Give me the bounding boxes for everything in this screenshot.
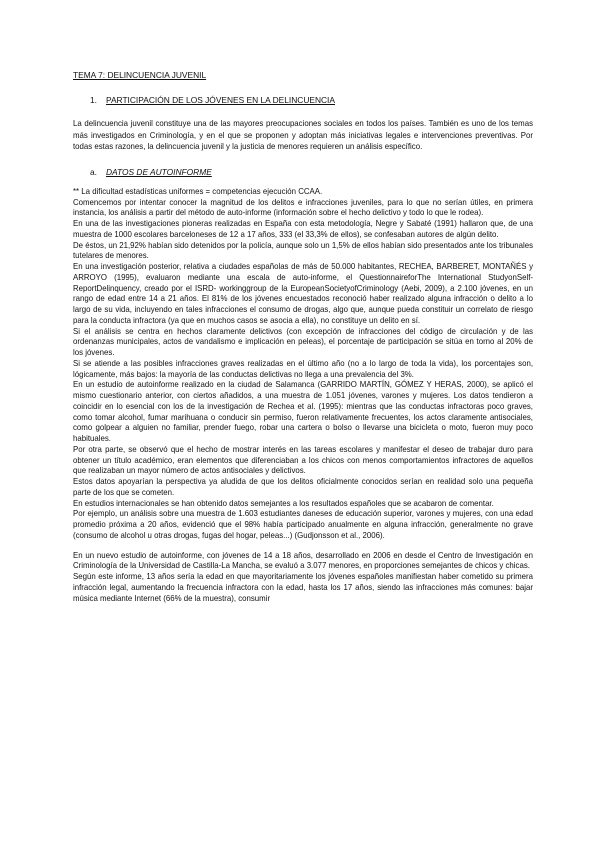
tema-heading: TEMA 7: DELINCUENCIA JUVENIL [73, 70, 207, 80]
body-paragraph: De éstos, un 21,92% habían sido detenidos por la policía, aunque solo un 1,5% de ellos habían sido presentados ante los tribunales tutelares de menores. [73, 240, 533, 261]
section-a-title: DATOS DE AUTOINFORME [106, 166, 212, 177]
body-paragraph: Estos datos apoyarían la perspectiva ya aludida de que los delitos oficialmente conocidos serían en realidad solo una pequeña parte de los que se cometen. [73, 477, 533, 497]
body-paragraph: En un nuevo estudio de autoinforme, con jóvenes de 14 a 18 años, desarrollado en 2006 en desde el Centro de Investigación en Criminología de la Universidad de Castilla-La Mancha, se evaluó a 3.077 menores, en proporciones semejantes de chicos y chicas. [73, 550, 533, 571]
body-paragraph: Si se atiende a las posibles infracciones graves realizadas en el último año (no a lo largo de toda la vida), los porcentajes son, lógicamente, más bajos: la mayoría de las conductas delictivas no llega a una prevalencia del 3%. [73, 358, 533, 379]
body-paragraph: En una investigación posterior, relativa a ciudades españolas de más de 50.000 habitantes, RECHEA, BARBERET, MONTAÑÉS y ARROYO (1995), evaluaron mediante una escala de auto-informe, el QuestionnaireforThe International StudyonSelf-ReportDelinquency, creado por el ISRD- workinggroup de la EuropeanSocietyofCriminology (Aebi, 2009), a 2.100 jóvenes, en un rango de edad entre 14 a 21 años. El 81% de los jóvenes encuestados reconoció haber realizado alguna infracción o delito a lo largo de su vida, incluyendo en tales infracciones el consumo de drogas, algo que, aunque pueda constituir un correlato de riesgo para la conducta infractora (ya que en muchos casos se asocia a ella), no constituye un delito en sí. [73, 262, 533, 325]
document-page [73, 70, 533, 604]
body-paragraph: En un estudio de autoinforme realizado en la ciudad de Salamanca (GARRIDO MARTÍN, GÓMEZ Y HERAS, 2000), se aplicó el mismo cuestionario anterior, con ciertos añadidos, a una muestra de 1.051 jóvenes, varones y mujeres. Los datos tendieron a coincidir en lo esencial con los de la investigación de Rechea et al. (1995): mientras que las conductas infractoras poco graves, como tomar alcohol, fumar marihuana o conducir sin permiso, fueron relativamente frecuentes, los actos claramente antisociales, como golpear a alguien no familiar, prender fuego, robar una cartera o bolso o llevarse una bicicleta o moto, fueron muy poco habituales. [73, 380, 533, 444]
body-paragraph: Comencemos por intentar conocer la magnitud de los delitos e infracciones juveniles, para lo que no serían útiles, en primera instancia, los análisis a partir del método de auto-informe (información sobre el hecho delictivo y todo lo que le rodea). [73, 197, 533, 218]
body-paragraph: Según este informe, 13 años sería la edad en que mayoritariamente los jóvenes españoles manifiestan haber cometido su primera infracción legal, aumentando la frecuencia infractora con la edad, hasta los 17 años, siendo las infracciones más comunes: bajar música mediante Internet (66% de la muestra), consumir [73, 572, 533, 603]
section-a-heading [90, 167, 533, 177]
body-paragraph: En una de las investigaciones pioneras realizadas en España con esta metodología, Negre y Sabaté (1991) hallaron que, de una muestra de 1000 escolares barceloneses de 12 a 17 años, 333 (el 33,3% de ellos), se confesaban autores de algún delito. [73, 219, 533, 239]
section-1-number: 1. [90, 95, 97, 105]
body-paragraph: Por ejemplo, un análisis sobre una muestra de 1.603 estudiantes daneses de educación superior, varones y mujeres, con una edad promedio próxima a 20 años, evidenció que el 98% había participado anualmente en alguna infracción, generalmente no grave (consumo de alcohol u otras drogas, fugas del hogar, peleas...) (Gudjonsson et al., 2006). [73, 509, 533, 540]
body-paragraph: Si el análisis se centra en hechos claramente delictivos (con excepción de infracciones del código de circulación y de las ordenanzas municipales, actos de vandalismo e implicación en peleas), el porcentaje de participación se sitúa en torno al 20% de los jóvenes. [73, 326, 533, 358]
section-a-number: a. [90, 166, 97, 177]
section-1-title: PARTICIPACIÓN DE LOS JÓVENES EN LA DELINCUENCIA [106, 95, 335, 105]
intro-paragraph: La delincuencia juvenil constituye una de las mayores preocupaciones sociales en todos los países. También es uno de los temas más investigados en Criminología, y en el que se proponen y adoptan más iniciativas legales e intervenciones preventivas. Por todas estas razones, la delincuencia juvenil y la justicia de menores requieren un análisis específico. [73, 119, 533, 152]
body-paragraph: ** La dificultad estadísticas uniformes = competencias ejecución CCAA. [73, 186, 323, 196]
body-paragraph: Por otra parte, se observó que el hecho de mostrar interés en las tareas escolares y manifestar el deseo de trabajar duro para obtener un título académico, eran elementos que diferenciaban a los chicos con menos comportamientos infractores de aquellos que realizaban un mayor número de actos antisociales y delictivos. [73, 444, 533, 476]
section-1-heading [90, 95, 533, 105]
body-paragraph: En estudios internacionales se han obtenido datos semejantes a los resultados españoles que se acabaron de comentar. [73, 498, 494, 508]
